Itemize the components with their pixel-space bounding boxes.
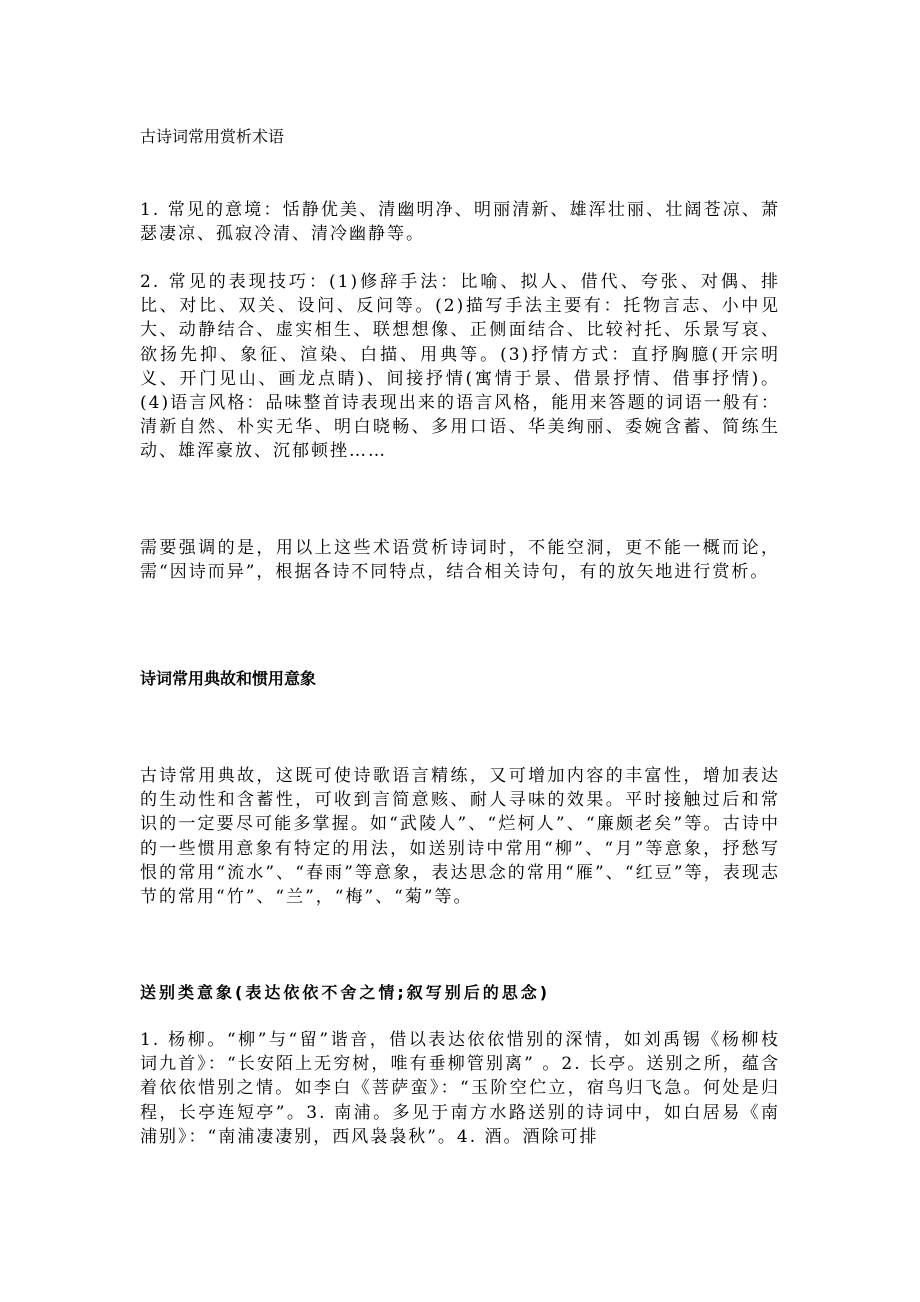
document-title: 古诗词常用赏析术语 bbox=[140, 127, 285, 146]
paragraph-emphasis-note: 需要强调的是，用以上这些术语赏析诗词时，不能空洞，更不能一概而论，需“因诗而异”，根据各诗不同特点，结合相关诗句，有的放矢地进行赏析。 bbox=[140, 538, 780, 583]
paragraph-allusions-intro: 古诗常用典故，这既可使诗歌语言精练，又可增加内容的丰富性，增加表达的生动性和含蓄性，可收到言简意赅、耐人寻味的效果。平时接触过后和常识的一定要尽可能多掌握。如“武陵人”、“烂柯人”、“廉颇老矣”等。古诗中的一些惯用意象有特定的用法，如送别诗中常用“柳”、“月”等意象，抒愁写恨的常用“流水”、“春雨”等意象，表达思念的常用“雁”、“红豆”等，表现志节的常用“竹”、“兰”，“梅”、“菊”等。 bbox=[140, 766, 780, 908]
paragraph-expression-techniques: 2. 常见的表现技巧：(1)修辞手法：比喻、拟人、借代、夸张、对偶、排比、对比、双关、设问、反问等。(2)描写手法主要有：托物言志、小中见大、动静结合、虚实相生、联想想像、正侧面结合、比较衬托、乐景写哀、欲扬先抑、象征、渲染、白描、用典等。(3)抒情方式：直抒胸臆(开宗明义、开门见山、画龙点睛)、间接抒情(寓情于景、借景抒情、借事抒情)。(4)语言风格：品味整首诗表现出来的语言风格，能用来答题的词语一般有：清新自然、朴实无华、明白晓畅、多用口语、华美绚丽、委婉含蓄、简练生动、雄浑豪放、沉郁顿挫…… bbox=[140, 272, 780, 462]
section-heading: 诗词常用典故和惯用意象 bbox=[140, 669, 317, 688]
section-subheading: 送别类意象(表达依依不舍之情;叙写别后的思念) bbox=[140, 983, 551, 1002]
paragraph-artistic-conception: 1. 常见的意境：恬静优美、清幽明净、明丽清新、雄浑壮丽、壮阔苍凉、萧瑟凄凉、孤寂冷清、清冷幽静等。 bbox=[140, 200, 780, 245]
paragraph-farewell-imagery: 1. 杨柳。“柳”与“留”谐音，借以表达依依惜别的深情，如刘禹锡《杨柳枝词九首》：“长安陌上无穷树，唯有垂柳管别离” 。2. 长亭。送别之所，蕴含着依依惜别之情。如李白《菩萨蛮》：“玉阶空伫立，宿鸟归飞急。何处是归程，长亭连短亭”。3. 南浦。多见于南方水路送别的诗词中，如白居易《南浦别》：“南浦凄凄别，西风袅袅秋”。4. 酒。酒除可排 bbox=[140, 1030, 780, 1147]
